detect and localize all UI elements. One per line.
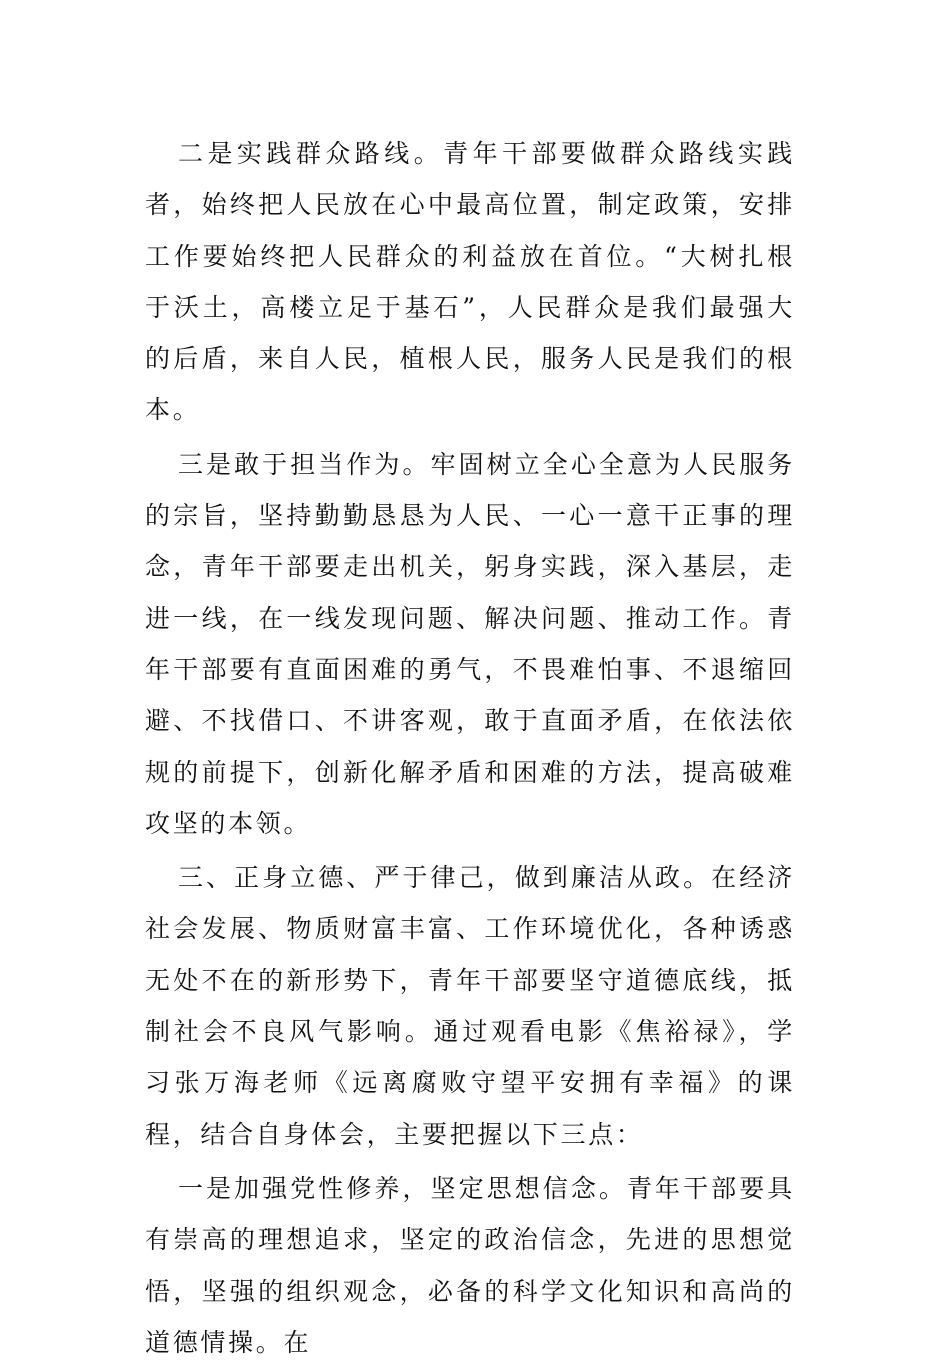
document-body — [145, 128, 795, 1368]
paragraph-integrity-section-heading: 三、正身立德、严于律己，做到廉洁从政。在经济社会发展、物质财富丰富、工作环境优化，各种诱惑无处不在的新形势下，青年干部要坚守道德底线，抵制社会不良风气影响。通过观看电影《焦裕禄》，学习张万海老师《远离腐败守望平安拥有幸福》的课程，结合自身体会，主要把握以下三点： — [145, 863, 795, 1149]
paragraph-dare-to-take-responsibility: 三是敢于担当作为。牢固树立全心全意为人民服务的宗旨，坚持勤勤恳恳为人民、一心一意干正事的理念，青年干部要走出机关，躬身实践，深入基层，走进一线，在一线发现问题、解决问题、推动工作。青年干部要有直面困难的勇气，不畏难怕事、不退缩回避、不找借口、不讲客观，敢于直面矛盾，在依法依规的前提下，创新化解矛盾和困难的方法，提高破难攻坚的本领。 — [145, 449, 795, 838]
paragraph-strengthen-party-spirit: 一是加强党性修养，坚定思想信念。青年干部要具有崇高的理想追求，坚定的政治信念，先进的思想觉悟，坚强的组织观念，必备的科学文化知识和高尚的道德情操。在 — [145, 1173, 795, 1357]
paragraph-practice-mass-line: 二是实践群众路线。青年干部要做群众路线实践者，始终把人民放在心中最高位置，制定政策，安排工作要始终把人民群众的利益放在首位。“大树扎根于沃土，高楼立足于基石”，人民群众是我们最强大的后盾，来自人民，植根人民，服务人民是我们的根本。 — [145, 139, 795, 425]
